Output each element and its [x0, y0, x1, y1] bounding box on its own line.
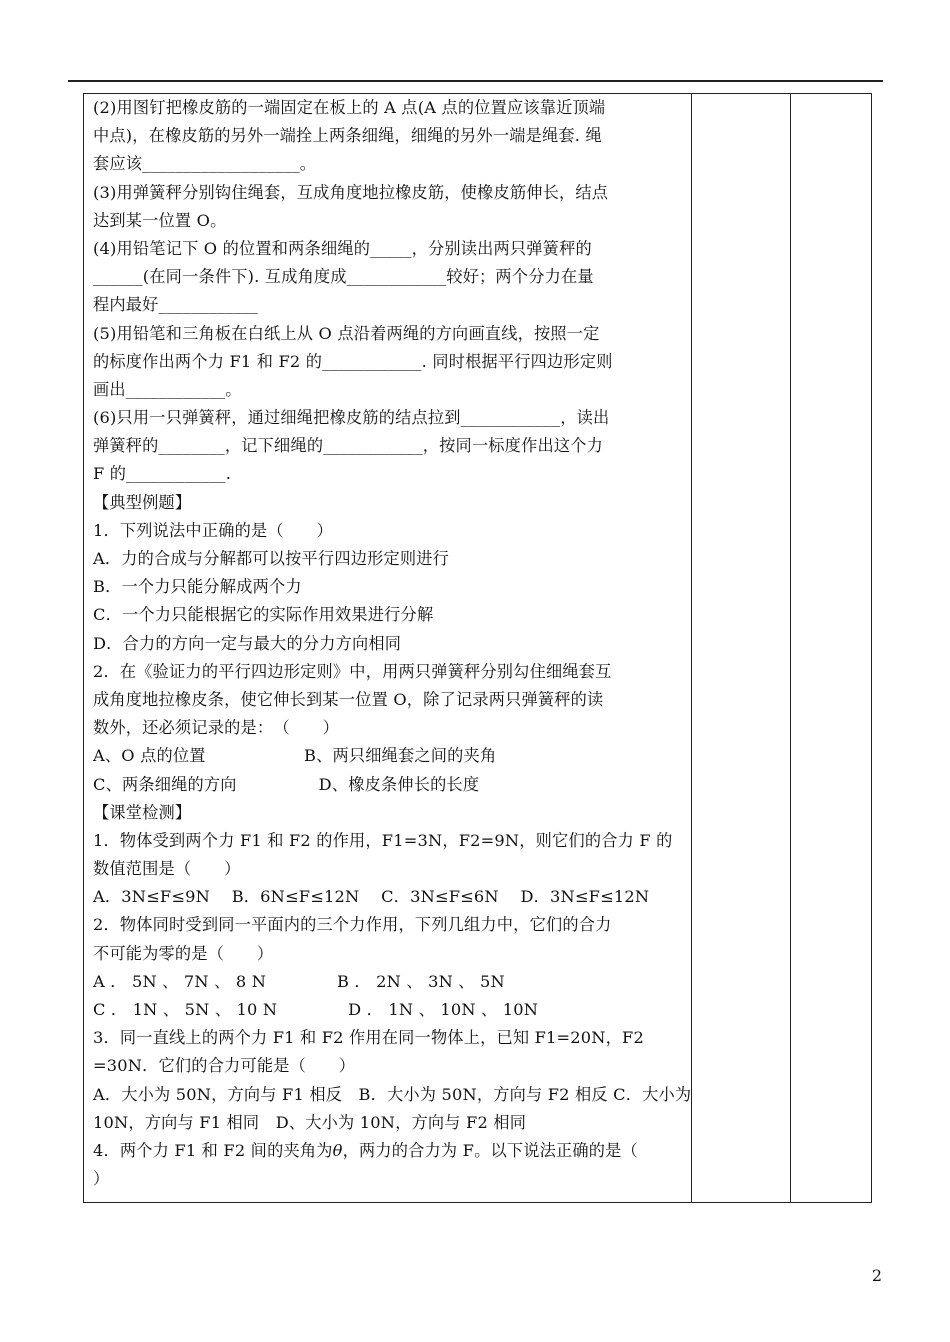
text-line: (3)用弹簧秤分别钩住绳套，互成角度地拉橡皮筋，使橡皮筋伸长，结点 [93, 182, 609, 202]
text-line: =30N．它们的合力可能是（ ） [93, 1056, 356, 1076]
text-segment: ，两力的合力为 F。以下说法正确的是（ [342, 1140, 638, 1160]
text-line: (5)用铅笔和三角板在白纸上从 O 点沿着两绳的方向画直线，按照一定 [93, 323, 600, 343]
text-line: 程内最好____________ [93, 295, 259, 315]
page-number: 2 [871, 1266, 882, 1285]
option-b: B．一个力只能分解成两个力 [93, 577, 302, 597]
text-line: F 的____________. [93, 464, 232, 484]
text-line: ______(在同一条件下). 互成角度成____________较好；两个分力在量 [93, 267, 594, 287]
worksheet-table [83, 93, 872, 1203]
options-row: C ． 1N 、 5N 、 10 N D ． 1N 、 10N 、 10N [93, 1000, 539, 1019]
options-cd: C、两条细绳的方向 D、橡皮条伸长的长度 [93, 774, 480, 794]
options-row: A．大小为 50N，方向与 F1 相反 B．大小为 50N，方向与 F2 相反 C．大小为 [93, 1084, 692, 1104]
check-question-2: 2．物体同时受到同一平面内的三个力作用，下列几组力中，它们的合力 [93, 915, 612, 935]
text-segment: 4．两个力 F1 和 F2 间的夹角为 [93, 1140, 333, 1160]
options-row: A．3N≤F≤9N B．6N≤F≤12N C．3N≤F≤6N D．3N≤F≤12N [93, 887, 650, 907]
check-question-4 [93, 1137, 688, 1165]
option-d: D．合力的方向一定与最大的分力方向相同 [93, 633, 402, 653]
options-row: 10N，方向与 F1 相同 D、大小为 10N，方向与 F2 相同 [93, 1112, 527, 1132]
text-line: 套应该___________________。 [93, 154, 317, 174]
theta-symbol: θ [332, 1140, 343, 1160]
text-line: (4)用铅笔记下 O 的位置和两条细绳的_____，分别读出两只弹簧秤的 [93, 238, 592, 258]
question-1: 1．下列说法中正确的是（ ） [93, 520, 333, 540]
option-a: A．力的合成与分解都可以按平行四边形定则进行 [93, 549, 450, 568]
text-line: ） [93, 1169, 110, 1189]
text-line: (2)用图钉把橡皮筋的一端固定在板上的 A 点(A 点的位置应该靠近顶端 [93, 98, 606, 117]
option-c: C．一个力只能根据它的实际作用效果进行分解 [93, 605, 434, 625]
options-row: A ． 5N 、 7N 、 8 N B ． 2N 、 3N 、 5N [93, 971, 505, 991]
text-line: 画出____________。 [93, 379, 242, 399]
text-line: 数值范围是（ ） [93, 859, 241, 879]
check-question-3: 3．同一直线上的两个力 F1 和 F2 作用在同一物体上，已知 F1=20N，F2 [93, 1028, 644, 1048]
text-line: 数外，还必须记录的是： （ ） [93, 718, 339, 738]
column-divider [691, 94, 692, 1202]
text-line: 弹簧秤的________，记下细绳的____________，按同一标度作出这个力 [93, 436, 604, 456]
text-line: 的标度作出两个力 F1 和 F2 的____________. 同时根据平行四边形定则 [93, 351, 613, 371]
text-line: 成角度地拉橡皮条，使它伸长到某一位置 O，除了记录两只弹簧秤的读 [93, 689, 604, 709]
column-divider [790, 94, 791, 1202]
section-heading-class-check: 【课堂检测】 [93, 802, 192, 822]
text-line: 达到某一位置 O。 [93, 210, 227, 230]
text-line: 不可能为零的是（ ） [93, 943, 274, 963]
content-cell [93, 94, 692, 1193]
options-ab: A、O 点的位置 B、两只细绳套之间的夹角 [93, 746, 497, 766]
text-line: (6)只用一只弹簧秤，通过细绳把橡皮筋的结点拉到____________，读出 [93, 408, 610, 428]
text-line: 中点)，在橡皮筋的另外一端拴上两条细绳，细绳的另外一端是绳套. 绳 [93, 126, 602, 146]
question-2: 2．在《验证力的平行四边形定则》中，用两只弹簧秤分别勾住细绳套互 [93, 661, 612, 681]
header-rule [68, 80, 883, 82]
check-question-1: 1．物体受到两个力 F1 和 F2 的作用，F1=3N，F2=9N，则它们的合力 F 的 [93, 830, 673, 850]
section-heading-typical-examples: 【典型例题】 [93, 492, 192, 512]
